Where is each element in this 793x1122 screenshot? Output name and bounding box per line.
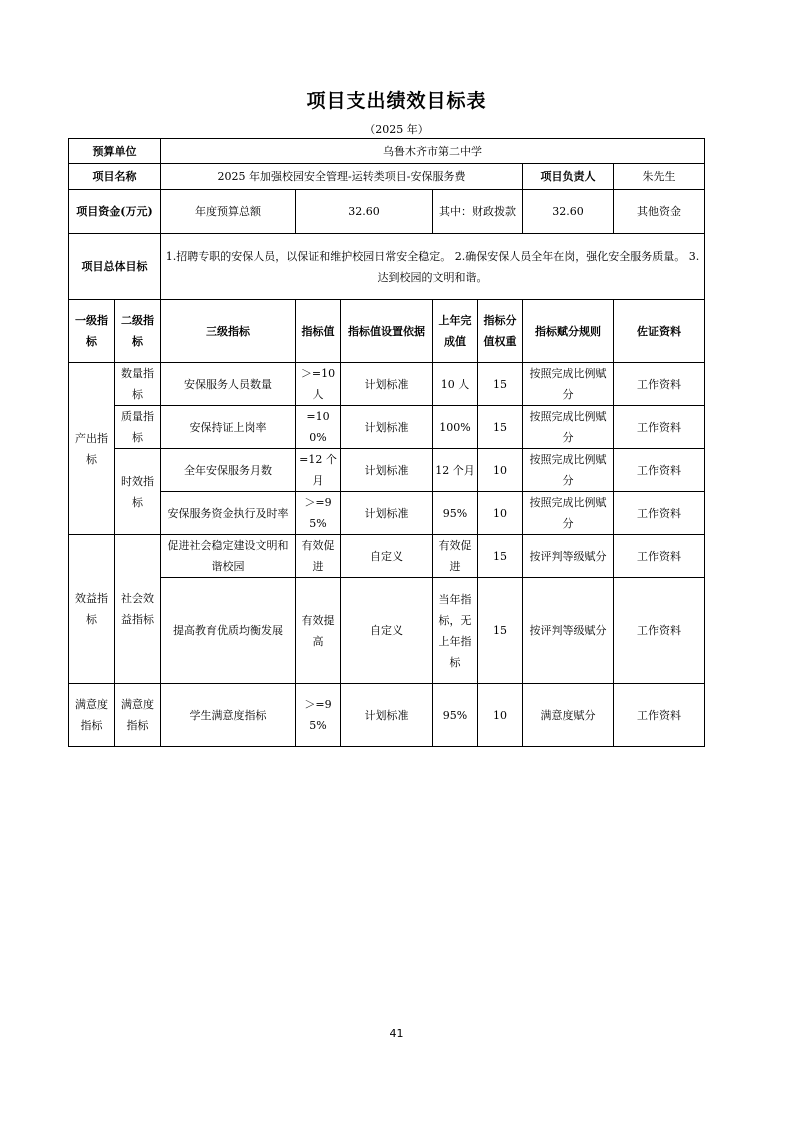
group-satisfaction: 满意度指标	[69, 684, 115, 747]
row-weight: 10	[478, 449, 523, 492]
row-value: ＞=95%	[296, 492, 341, 535]
row-last: 95%	[433, 492, 478, 535]
header-level2: 二级指标	[115, 300, 161, 363]
row-basis: 自定义	[341, 535, 433, 578]
row-value: =12 个月	[296, 449, 341, 492]
row-basis: 计划标准	[341, 406, 433, 449]
row-evidence: 工作资料	[614, 363, 705, 406]
table-row	[69, 578, 705, 684]
group-output: 产出指标	[69, 363, 115, 535]
row-evidence: 工作资料	[614, 578, 705, 684]
row-rule: 满意度赋分	[523, 684, 614, 747]
row-last: 10 人	[433, 363, 478, 406]
row-name: 学生满意度指标	[161, 684, 296, 747]
row-weight: 10	[478, 684, 523, 747]
row-last: 12 个月	[433, 449, 478, 492]
total-budget-value: 32.60	[296, 190, 433, 234]
unit-value: 乌鲁木齐市第二中学	[161, 139, 705, 164]
row-name: 促进社会稳定建设文明和谐校园	[161, 535, 296, 578]
other-funds-label: 其他资金	[637, 205, 682, 218]
project-name-row	[69, 164, 705, 190]
row-value: 有效促进	[296, 535, 341, 578]
leader-label: 项目负责人	[523, 164, 614, 190]
row-rule: 按照完成比例赋分	[523, 406, 614, 449]
row-evidence: 工作资料	[614, 406, 705, 449]
row-value: ＞=95%	[296, 684, 341, 747]
table-row	[69, 363, 705, 406]
row-evidence: 工作资料	[614, 684, 705, 747]
goal-text: 1.招聘专职的安保人员，以保证和维护校园日常安全稳定。 2.确保安保人员全年在岗，强化安全服务质量。 3.达到校园的文明和谐。	[161, 234, 705, 300]
row-rule: 按评判等级赋分	[523, 578, 614, 684]
group-benefit: 效益指标	[69, 535, 115, 684]
row-name: 安保服务人员数量	[161, 363, 296, 406]
row-rule: 按评判等级赋分	[523, 535, 614, 578]
row-basis: 计划标准	[341, 492, 433, 535]
row-basis: 计划标准	[341, 449, 433, 492]
row-last: 有效促进	[433, 535, 478, 578]
project-name-value: 2025 年加强校园安全管理-运转类项目-安保服务费	[161, 164, 523, 190]
row-basis: 计划标准	[341, 363, 433, 406]
group-satisfaction-sub: 满意度指标	[115, 684, 161, 747]
header-row	[69, 300, 705, 363]
row-name: 全年安保服务月数	[161, 449, 296, 492]
group-quality: 质量指标	[115, 406, 161, 449]
row-rule: 按照完成比例赋分	[523, 492, 614, 535]
row-last: 当年指标，无上年指标	[433, 578, 478, 684]
leader-value: 朱先生	[614, 164, 705, 190]
page-title: 项目支出绩效目标表	[306, 90, 487, 112]
page-number: 41	[389, 1027, 404, 1040]
fiscal-value: 32.60	[523, 190, 614, 234]
funds-row	[69, 190, 705, 234]
unit-label: 预算单位	[69, 139, 161, 164]
fiscal-label: 其中：财政拨款	[433, 190, 523, 234]
other-funds-value-cell	[614, 190, 705, 234]
row-name: 安保服务资金执行及时率	[161, 492, 296, 535]
header-basis: 指标值设置依据	[341, 300, 433, 363]
total-budget-label: 年度预算总额	[161, 190, 296, 234]
row-weight: 15	[478, 535, 523, 578]
goal-row	[69, 234, 705, 300]
row-value: =100%	[296, 406, 341, 449]
header-level3: 三级指标	[161, 300, 296, 363]
header-level1: 一级指标	[69, 300, 115, 363]
funds-label: 项目资金(万元)	[69, 190, 161, 234]
header-evidence: 佐证资料	[614, 300, 705, 363]
row-last: 95%	[433, 684, 478, 747]
row-value: ＞=10人	[296, 363, 341, 406]
row-evidence: 工作资料	[614, 535, 705, 578]
row-basis: 计划标准	[341, 684, 433, 747]
group-social: 社会效益指标	[115, 535, 161, 684]
row-last: 100%	[433, 406, 478, 449]
row-rule: 按照完成比例赋分	[523, 449, 614, 492]
row-weight: 15	[478, 406, 523, 449]
row-weight: 15	[478, 578, 523, 684]
row-name: 安保持证上岗率	[161, 406, 296, 449]
table-row	[69, 535, 705, 578]
header-rule: 指标赋分规则	[523, 300, 614, 363]
table-row	[69, 684, 705, 747]
header-weight: 指标分值权重	[478, 300, 523, 363]
project-name-label: 项目名称	[69, 164, 161, 190]
unit-row	[69, 139, 705, 164]
row-evidence: 工作资料	[614, 449, 705, 492]
performance-table	[68, 138, 705, 747]
row-basis: 自定义	[341, 578, 433, 684]
row-weight: 15	[478, 363, 523, 406]
row-evidence: 工作资料	[614, 492, 705, 535]
group-quantity: 数量指标	[115, 363, 161, 406]
header-last-year: 上年完成值	[433, 300, 478, 363]
table-row	[69, 406, 705, 449]
year-subtitle: （2025 年）	[364, 123, 429, 136]
header-value: 指标值	[296, 300, 341, 363]
row-name: 提高教育优质均衡发展	[161, 578, 296, 684]
row-weight: 10	[478, 492, 523, 535]
row-rule: 按照完成比例赋分	[523, 363, 614, 406]
table-row	[69, 492, 705, 535]
table-row	[69, 449, 705, 492]
goal-label: 项目总体目标	[69, 234, 161, 300]
group-timeliness: 时效指标	[115, 449, 161, 535]
row-value: 有效提高	[296, 578, 341, 684]
